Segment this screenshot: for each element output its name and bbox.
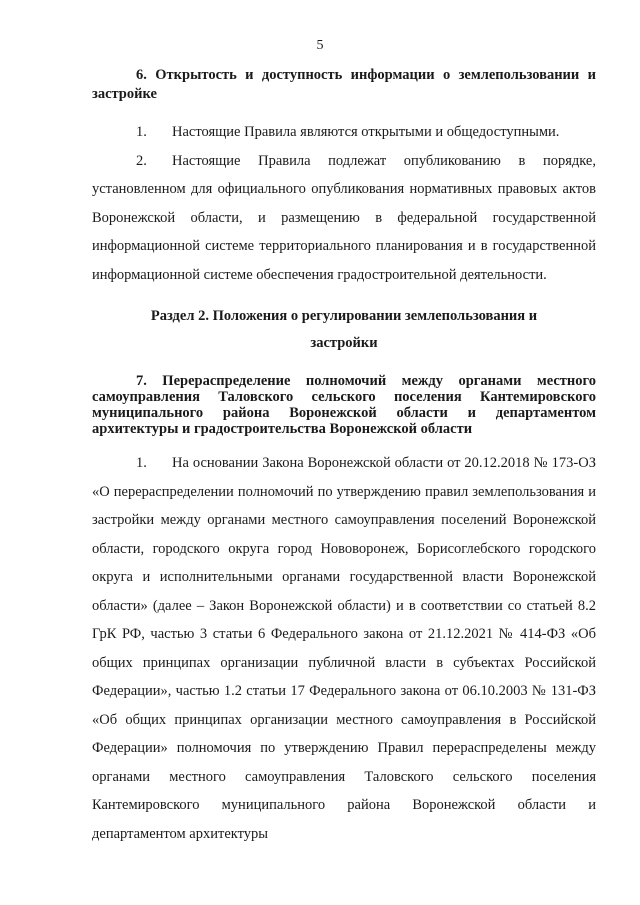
item-text: Настоящие Правила подлежат опубликованию в порядке, установленном для официального опубликования нормативных правовых актов Воронежской области, и размещению в федеральной государственной информационной системе территориального планирования и в государственной информационной системе обеспечения градостроительной деятельности. — [92, 152, 596, 283]
item-number: 2. — [136, 152, 147, 169]
section-6-item-1 — [92, 118, 596, 147]
item-text: На основании Закона Воронежской области от 20.12.2018 № 173-ОЗ «О перераспределении полномочий по утверждению правил землепользования и застройки между органами местного самоуправления поселений Воронежской области, городского округа город Нововоронеж, Борисоглебского городского округа и исполнительными органами государственной власти Воронежской области» (далее – Закон Воронежской области) и в соответствии со статьей 8.2 ГрК РФ, частью 3 статьи 6 Федерального закона от 21.12.2021 № 414-ФЗ «Об общих принципах организации публичной власти в субъектах Российской Федерации», частью 1.2 статьи 17 Федерального закона от 06.10.2003 № 131-ФЗ «Об общих принципах организации местного самоуправления в Российской Федерации» полномочия по утверждению Правил перераспределены между органами местного самоуправления Таловского сельского поселения Кантемировского муниципального района Воронежской области и департаментом архитектуры — [92, 455, 596, 842]
part-2-title: Раздел 2. Положения о регулировании землепользования и застройки — [150, 308, 538, 351]
section-7-heading: 7. Перераспределение полномочий между органами местного самоуправления Таловского сельского поселения Кантемировского муниципального района Воронежской области и департаментом архитектуры и градостроительства Воронежской области — [92, 373, 596, 437]
section-6-item-2 — [92, 147, 596, 290]
page-number: 5 — [316, 38, 324, 53]
item-text: Настоящие Правила являются открытыми и общедоступными. — [172, 124, 560, 140]
document-body — [92, 66, 596, 848]
section-7-item-1 — [92, 449, 596, 848]
item-number: 1. — [136, 455, 147, 471]
item-number: 1. — [136, 124, 147, 140]
section-6-heading: 6. Открытость и доступность информации о землепользовании и застройке — [92, 67, 596, 102]
